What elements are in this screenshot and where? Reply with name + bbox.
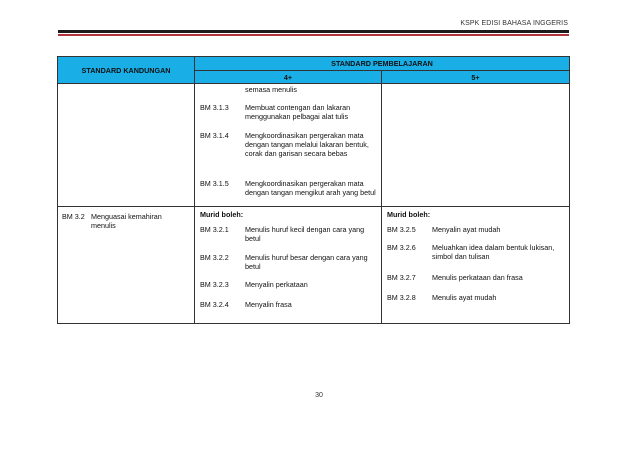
item-text: Menyalin ayat mudah [432, 225, 501, 234]
header-standard-kandungan: STANDARD KANDUNGAN [58, 57, 195, 84]
header-rule-dark [58, 30, 569, 33]
header-age-5: 5+ [382, 71, 570, 84]
item-text: Meluahkan idea dalam bentuk lukisan, simbol dan tulisan [432, 243, 555, 261]
item-text: Menyalin frasa [245, 300, 292, 309]
kandungan-cell-bm32 [58, 207, 195, 324]
page-header-label: KSPK EDISI BAHASA INGGERIS [460, 20, 568, 27]
item-code: BM 3.2.5 [387, 225, 416, 234]
pembelajaran-4-cell-continued [195, 84, 382, 207]
item-code: BM 3.2.2 [200, 253, 229, 262]
header-age-4: 4+ [195, 71, 382, 84]
item-code: BM 3.1.5 [200, 179, 229, 188]
item-code: BM 3.2.4 [200, 300, 229, 309]
item-text: Mengkoordinasikan pergerakan mata dengan tangan mengikut arah yang betul [245, 179, 376, 197]
murid-boleh-label: Murid boleh: [387, 210, 431, 219]
kandungan-code: BM 3.2 [62, 212, 85, 221]
item-code: BM 3.1.4 [200, 131, 229, 140]
item-text: Menulis ayat mudah [432, 293, 497, 302]
item-code: BM 3.1.3 [200, 103, 229, 112]
header-rule-red [58, 34, 569, 36]
item-text: Menyalin perkataan [245, 280, 308, 289]
item-text: Menulis perkataan dan frasa [432, 273, 523, 282]
kandungan-text: Menguasai kemahiran menulis [91, 212, 162, 230]
kandungan-cell-continued [58, 84, 195, 207]
page-number: 30 [315, 392, 323, 399]
item-text: Menulis huruf kecil dengan cara yang betul [245, 225, 365, 243]
item-code: BM 3.2.6 [387, 243, 416, 252]
item-code: BM 3.2.3 [200, 280, 229, 289]
item-code: BM 3.2.7 [387, 273, 416, 282]
pembelajaran-4-cell-bm32 [195, 207, 382, 324]
pembelajaran-5-cell-bm32 [382, 207, 570, 324]
murid-boleh-label: Murid boleh: [200, 210, 244, 219]
header-standard-pembelajaran: STANDARD PEMBELAJARAN [195, 57, 570, 71]
item-text: Membuat contengan dan lakaran menggunakan pelbagai alat tulis [245, 103, 351, 121]
item-text: Menulis huruf besar dengan cara yang betul [245, 253, 368, 271]
standards-table [57, 56, 570, 324]
item-text: Mengkoordinasikan pergerakan mata dengan tangan melalui lakaran bentuk, corak dan garisan secara bebas [245, 131, 369, 158]
continued-text: semasa menulis [245, 85, 297, 94]
item-code: BM 3.2.8 [387, 293, 416, 302]
item-code: BM 3.2.1 [200, 225, 229, 234]
pembelajaran-5-cell-continued [382, 84, 570, 207]
